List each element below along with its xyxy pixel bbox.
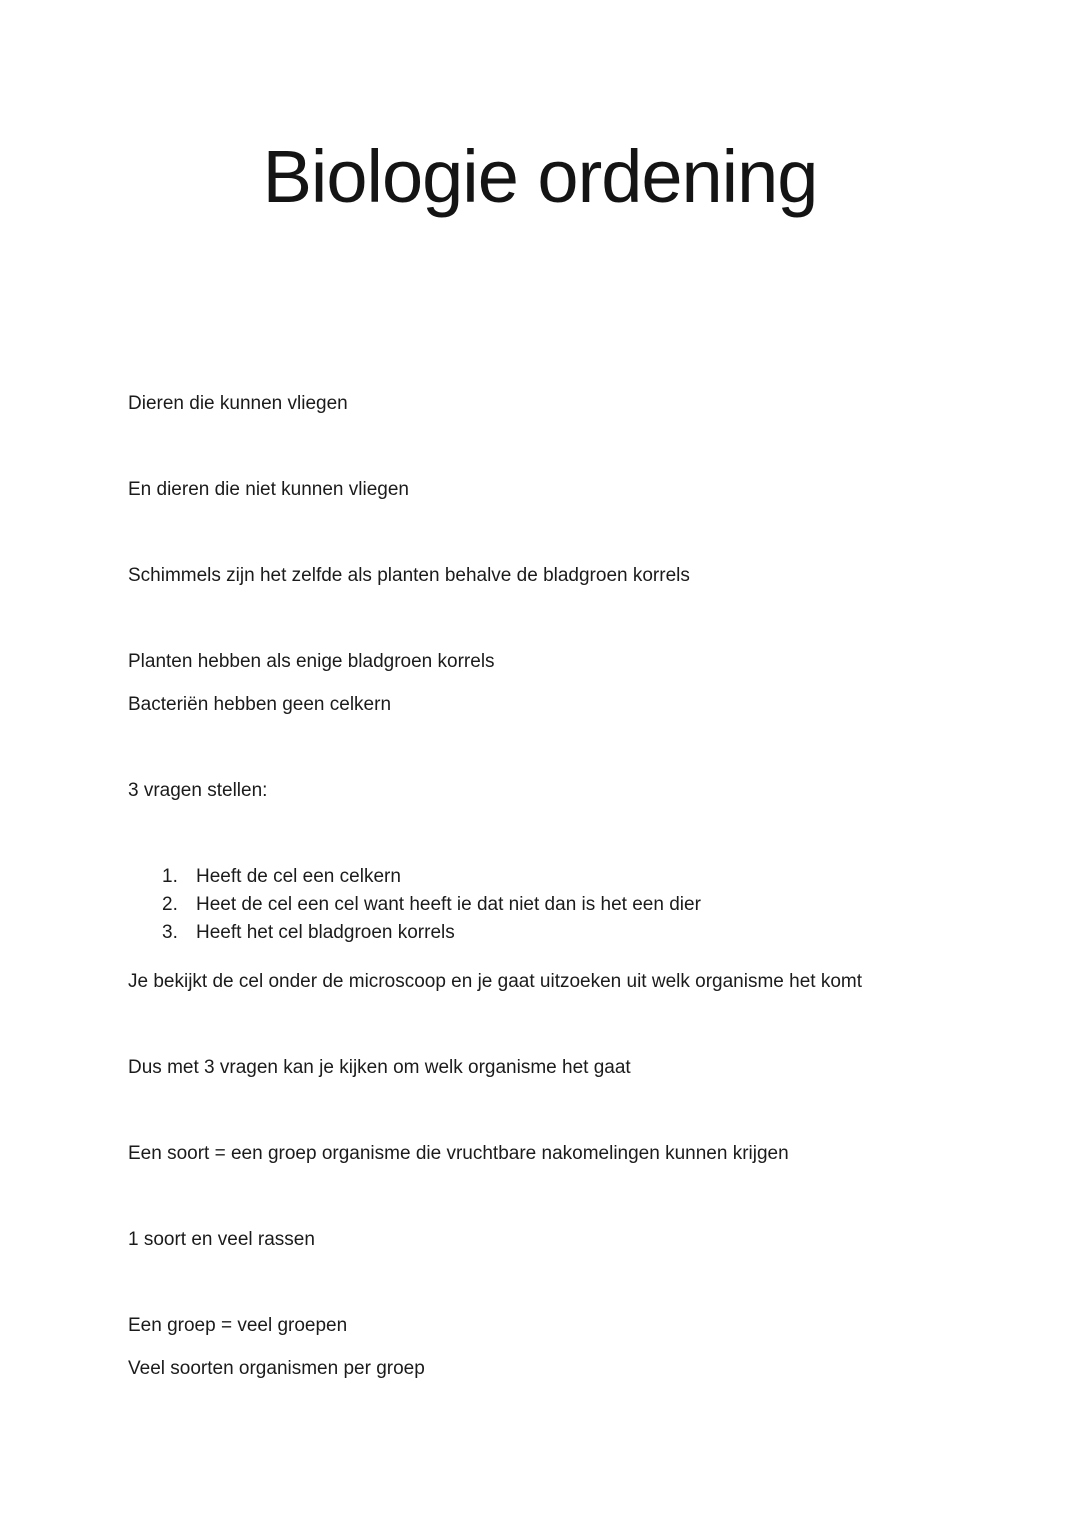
list-item-text: Heet de cel een cel want heeft ie dat niet dan is het een dier: [196, 894, 701, 915]
list-item-number: 1.: [162, 866, 178, 887]
paragraph-dus: Dus met 3 vragen kan je kijken om welk organisme het gaat: [128, 1057, 631, 1078]
paragraph-soort-definitie: Een soort = een groep organisme die vruchtbare nakomelingen kunnen krijgen: [128, 1143, 789, 1164]
list-item-text: Heeft de cel een celkern: [196, 866, 401, 887]
list-item-number: 2.: [162, 894, 178, 915]
paragraph-dieren-vliegen: Dieren die kunnen vliegen: [128, 393, 348, 414]
paragraph-dieren-niet-vliegen: En dieren die niet kunnen vliegen: [128, 479, 409, 500]
paragraph-rassen: 1 soort en veel rassen: [128, 1229, 315, 1250]
questions-list: [128, 863, 952, 947]
paragraph-microscoop: Je bekijkt de cel onder de microscoop en je gaat uitzoeken uit welk organisme het komt: [128, 971, 863, 992]
paragraph-vragen-kop: 3 vragen stellen:: [128, 780, 268, 801]
list-item-text: Heeft het cel bladgroen korrels: [196, 922, 455, 943]
list-item: [128, 919, 952, 947]
paragraph-groep-definitie: Een groep = veel groepen: [128, 1315, 348, 1336]
list-item: [128, 863, 952, 891]
list-item: [128, 891, 952, 919]
paragraph-planten: Planten hebben als enige bladgroen korrels: [128, 651, 495, 672]
paragraph-per-groep: Veel soorten organismen per groep: [128, 1358, 425, 1379]
list-item-number: 3.: [162, 922, 178, 943]
page-title: Biologie ordening: [262, 135, 818, 218]
paragraph-bacterien: Bacteriën hebben geen celkern: [128, 694, 392, 715]
paragraph-schimmels: Schimmels zijn het zelfde als planten behalve de bladgroen korrels: [128, 565, 690, 586]
